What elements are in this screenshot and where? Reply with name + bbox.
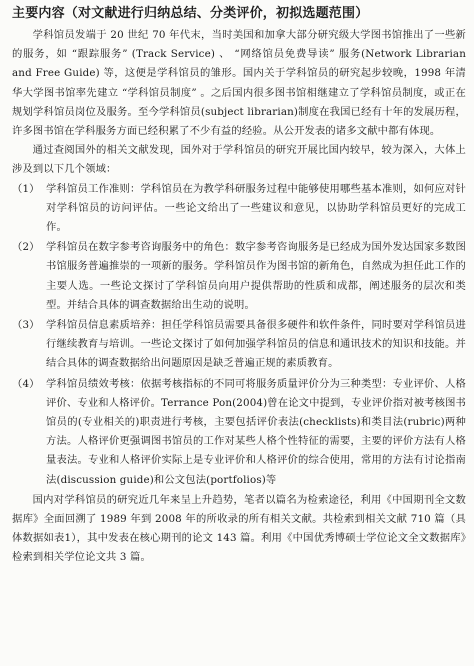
list-item — [12, 316, 466, 374]
list-item-text: 学科馆员信息素质培养：担任学科馆员需要具备很多硬件和软件条件，同时要对学科馆员进行继续教育与培训。一些论文探讨了如何加强学科馆员的信息和通讯技术的知识和技能。并结合具体的调查数据给出问题原因是缺乏普遍正规的素质教育。 — [46, 319, 466, 370]
list-item-number: （1） — [12, 182, 40, 195]
overview-paragraph: 通过查阅国外的相关文献发现，国外对于学科馆员的研究开展比国内较早，较为深入，大体上涉及到以下几个领域： — [12, 144, 466, 176]
document-body — [12, 26, 466, 568]
research-areas-list — [12, 180, 466, 490]
list-item-number: （2） — [12, 241, 40, 254]
list-item — [12, 180, 466, 238]
list-item-number: （3） — [12, 319, 40, 332]
list-item-text: 学科馆员工作准则：学科馆员在为教学科研服务过程中能够使用哪些基本准则，如何应对针对学科馆员的访问评估。一些论文给出了一些建议和意见，以协助学科馆员更好的完成工作。 — [46, 182, 466, 234]
list-item-number: （4） — [12, 377, 40, 390]
domestic-research-paragraph: 国内对学科馆员的研究近几年来呈上升趋势，笔者以篇名为检索途径，利用《中国期刊全文数据库》全面回溯了 1989 年到 2008 年的所收录的所有相关文献。共检索到相关文献 710 篇（具体数据如表1），其中发表在核心期刊的论文 143 篇。利用《中国优秀博硕士学位论文全文数据库》检索到相关学位论文共 3 篇。 — [12, 493, 466, 564]
intro-paragraph: 学科馆员发端于 20 世纪 70 年代末，当时美国和加拿大部分研究级大学图书馆推出了一些新的服务，如 “跟踪服务” (Track Service) 、 “网络馆员免费导读” 服务(Network Librarian and Free Guide) 等，这便是学科馆员的雏形。国内关于学科馆员的研究起步较晚，1998 年清华大学图书馆率先建立 “学科馆员制度” 。之后国内很多图书馆相继建立了学科馆员制度，或正在规划学科馆员岗位及服务。至今学科馆员(subject librarian)制度在我国已经有十年的发展历程，许多图书馆在学科服务方面已经积累了不少有益的经验。从公开发表的诸多文献中都有体现。 — [12, 29, 466, 138]
list-item — [12, 375, 466, 490]
section-heading: 主要内容（对文献进行归纳总结、分类评价，初拟选题范围） — [12, 6, 369, 21]
list-item-text: 学科馆员绩效考核：依据考核指标的不同可将服务质量评价分为三种类型：专业评价、人格评价、专业和人格评价。Terrance Pon(2004)曾在论文中提到，专业评价指对被考核图书馆员的(专业相关的)职责进行考核，主要包括评价表法(checklists)和类目法(rubric)两种方法。人格评价更强调图书馆员的工作对某些人格个性特征的需要，主要的评价方法有人格量表法。专业和人格评价实际上是专业评价和人格评价的综合使用，常用的方法有讨论指南法(discussion guide)和公文包法(portfolios)等 — [46, 377, 466, 486]
list-item-text: 学科馆员在数字参考咨询服务中的角色：数字参考咨询服务是已经成为国外发达国家多数图书馆服务普遍推崇的一项新的服务。学科馆员作为图书馆的新角色，自然成为担任此工作的主要人选。一些论文探讨了学科馆员向用户提供帮助的性质和成都，阐述服务的层次和类型。并结合具体的调查数据给出生动的说明。 — [46, 241, 466, 311]
list-item — [12, 238, 466, 315]
